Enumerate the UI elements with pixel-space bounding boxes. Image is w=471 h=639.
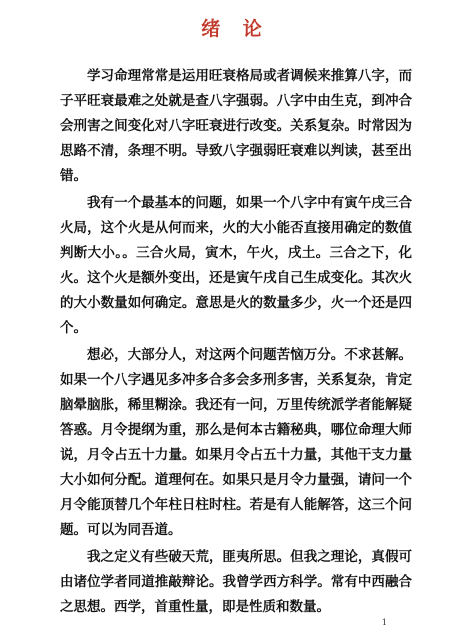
page-number: 1 bbox=[381, 618, 387, 627]
paragraph-1: 学习命理常常是运用旺衰格局或者调候来推算八字，而子平旺衰最难之处就是查八字强弱。八字中由生克，到冲合会刑害之间变化对八字旺衰进行改变。关系复杂。时常因为思路不清，条理不明。导致八字强弱旺衰难以判读，甚至出错。 bbox=[60, 68, 412, 184]
document-body bbox=[60, 64, 412, 622]
paragraph-4: 我之定义有些破天荒，匪夷所思。但我之理论，真假可由诸位学者同道推敲辩论。我曾学西方科学。常有中西融合之思想。西学，首重性量，即是性质和数量。 bbox=[60, 549, 412, 615]
page-title: 绪 论 bbox=[201, 18, 270, 40]
paragraph-3: 想必，大部分人，对这两个问题苦恼万分。不求甚解。如果一个八字遇见多冲多合多会多刑多害，关系复杂，肯定脑晕脑胀，稀里糊涂。我还有一问，万里传统派学者能解疑答惑。月令提纲为重，那么是何本古籍秘典，哪位命理大师说，月令占五十力量。如果月令占五十力量，其他干支力量大小如何分配。道理何在。如果只是月令力量强，请问一个月令能顶替几个年柱日柱时柱。若是有人能解答，这三个问题。可以为同吾道。 bbox=[60, 347, 412, 538]
paragraph-2: 我有一个最基本的问题，如果一个八字中有寅午戌三合火局，这个火是从何而来，火的大小能否直接用确定的数值判断大小。。三合火局，寅木，午火，戌土。三合之下，化火。这个火是额外变出，还是寅午戌自己生成变化。其次火的大小数量如何确定。意思是火的数量多少，火一个还是四个。 bbox=[60, 195, 412, 336]
